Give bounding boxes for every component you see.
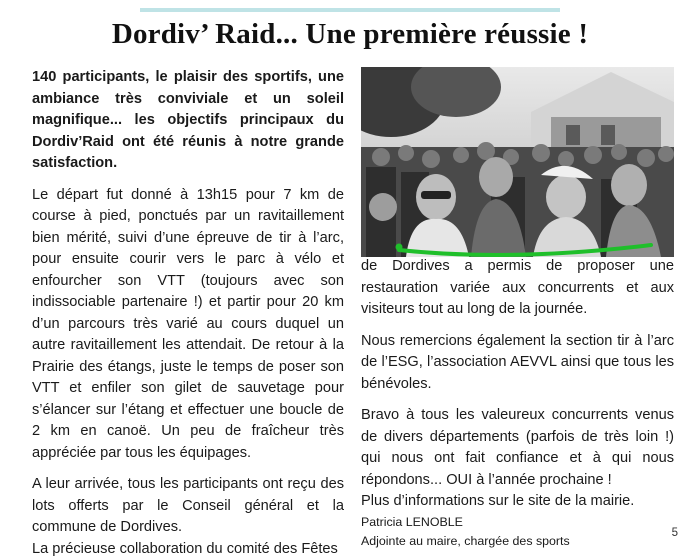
race-description-paragraph: Le départ fut donné à 13h15 pour 7 km de course à pied, ponctués par un ravitaillement bien mérité, suivi d’une épreuve de tir à l’arc, pour ensuite courir vers le parc à vélo et enfourcher son VTT (toujours avec son indissociable partenaire !) et partir pour 20 km d’un parcours très varié au cours duquel un autre ravitaillement les attendait. De retour à la Prairie des étangs, juste le temps de poser son VTT et enfiler son gilet de sauvetage pour s’élancer sur l’étang et effectuer une boucle de 2 km en canoë. Un peu de fraîcheur très appréciée par tous les équipages. <box>32 185 344 465</box>
intro-paragraph: 140 participants, le plaisir des sportifs, une ambiance très conviviale et un soleil magnifique... les objectifs principaux du Dordiv’Raid ont été réunis à notre grande satisfaction. <box>32 67 344 175</box>
left-column <box>32 67 344 560</box>
thanks-paragraph: Nous remercions également la section tir à l’arc de l’ESG, l’association AEVVL ainsi que tous les bénévoles. <box>361 331 674 396</box>
race-crowd-photo <box>361 67 674 257</box>
page-number: 5 <box>672 527 678 539</box>
collaboration-paragraph-start: La précieuse collaboration du comité des Fêtes <box>32 539 344 560</box>
arrival-paragraph: A leur arrivée, tous les participants ont reçu des lots offerts par le Conseil général et la commune de Dordives. <box>32 474 344 539</box>
congratulations-paragraph: Bravo à tous les valeureux concurrents venus de divers départements (parfois de très loin !) qui nous ont fait confiance et à qui nous répondons... OUI à l’année prochaine ! <box>361 405 674 491</box>
page-title: Dordiv’ Raid... Une première réussie ! <box>0 18 700 51</box>
restauration-paragraph: de Dordives a permis de proposer une restauration variée aux concurrents et aux visiteurs tout au long de la journée. <box>361 256 674 321</box>
right-column <box>361 256 674 551</box>
signature-role: Adjointe au maire, chargée des sports <box>361 532 674 551</box>
crowd-of-runners-photo <box>361 67 674 257</box>
more-info-line: Plus d’informations sur le site de la mairie. <box>361 491 674 513</box>
signature-name: Patricia LENOBLE <box>361 513 674 532</box>
top-decorative-rule <box>140 8 560 12</box>
